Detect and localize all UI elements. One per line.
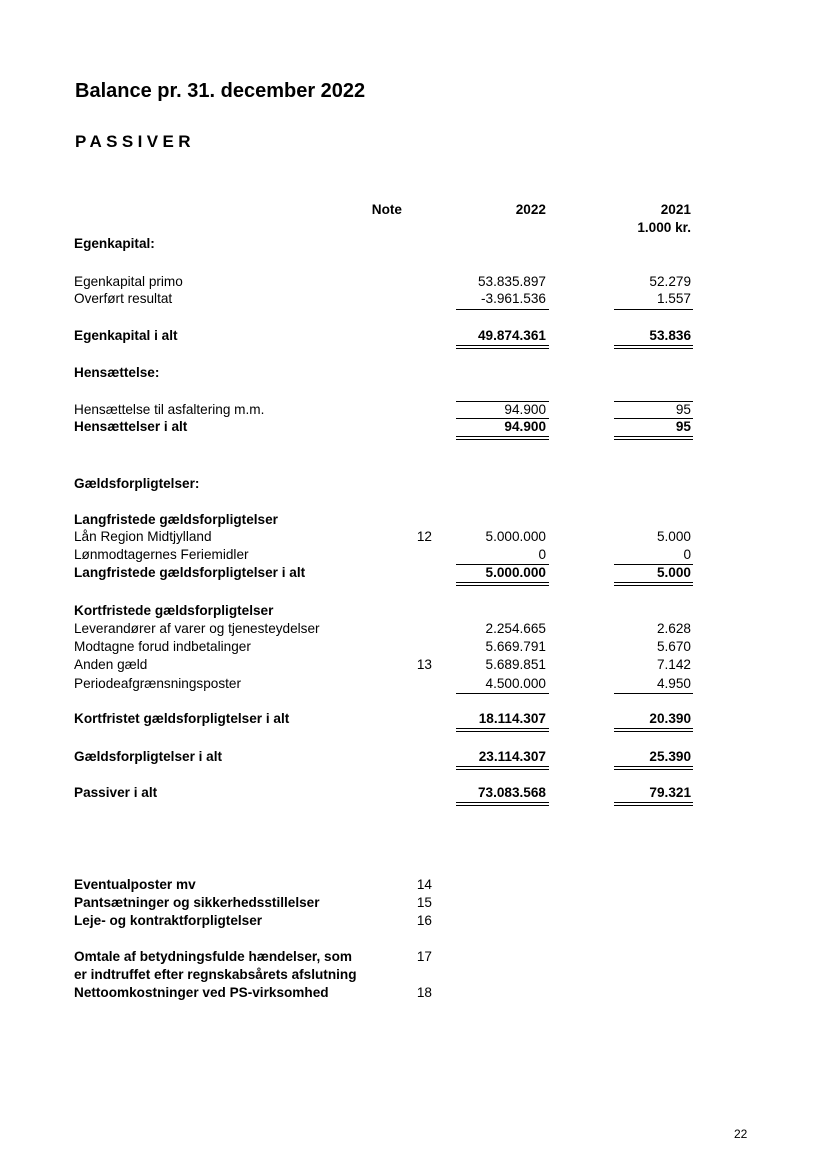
section-title: PASSIVER [75,132,195,151]
row-value-2022: 5.000.000 [485,565,546,580]
row-value-2021: 4.950 [656,676,691,691]
row-value-2022: 18.114.307 [478,711,546,726]
note-number: 18 [416,985,432,1000]
row-label: Modtagne forud indbetalinger [74,639,251,654]
row-note: 12 [416,529,432,544]
row-value-2022: 23.114.307 [478,749,546,764]
note-number: 15 [416,895,432,910]
row-value-2022: 94.900 [504,402,546,417]
header-2022: 2022 [515,202,546,217]
divider [614,805,693,806]
header-note: Note [371,202,402,217]
note-label: Leje- og kontraktforpligtelser [74,913,263,928]
note-label: Omtale af betydningsfulde hændelser, som [74,949,352,964]
note-label: Nettoomkostninger ved PS-virksomhed [74,985,329,1000]
row-value-2021: 2.628 [656,621,691,636]
row-label: Hensættelse til asfaltering m.m. [74,402,265,417]
row-label: Gældsforpligtelser i alt [74,749,223,764]
row-value-2021: 5.000 [656,565,691,580]
row-value-2022: -3.961.536 [480,291,546,306]
row-value-2021: 5.670 [656,639,691,654]
row-note: 13 [416,657,432,672]
divider [614,766,693,767]
row-value-2021: 95 [675,402,691,417]
divider [456,309,549,310]
row-value-2021: 53.836 [649,328,691,343]
divider [614,436,693,437]
divider [456,436,549,437]
page-number: 22 [734,1127,748,1141]
row-value-2022: 5.669.791 [485,639,546,654]
row-value-2021: 25.390 [649,749,691,764]
divider [614,309,693,310]
divider [614,582,693,583]
row-value-2021: 95 [675,419,691,434]
subsection-langfristede: Langfristede gældsforpligtelser [74,512,278,527]
row-label: Overført resultat [74,291,173,306]
divider [614,439,693,440]
divider [456,766,549,767]
divider [614,728,693,729]
row-value-2022: 5.000.000 [485,529,546,544]
row-label: Kortfristet gældsforpligtelser i alt [74,711,290,726]
divider [614,693,693,694]
divider [456,805,549,806]
row-label: Egenkapital i alt [74,328,178,343]
row-label: Lønmodtagernes Feriemidler [74,547,249,562]
divider [456,769,549,770]
row-value-2021: 7.142 [656,657,691,672]
row-label: Hensættelser i alt [74,419,188,434]
divider [456,582,549,583]
divider [614,731,693,732]
divider [456,585,549,586]
subsection-kortfristede: Kortfristede gældsforpligtelser [74,603,274,618]
divider [614,802,693,803]
row-value-2021: 5.000 [656,529,691,544]
divider [456,439,549,440]
header-unit: 1.000 kr. [637,220,691,235]
divider [456,731,549,732]
note-label: er indtruffet efter regnskabsårets afslutning [74,967,357,982]
section-egenkapital: Egenkapital: [74,236,155,251]
row-value-2021: 1.557 [656,291,691,306]
row-value-2022: 0 [538,547,546,562]
section-gaeldsforpligtelser: Gældsforpligtelser: [74,476,200,491]
divider [614,348,693,349]
note-number: 16 [416,913,432,928]
row-value-2022: 2.254.665 [485,621,546,636]
row-label: Anden gæld [74,657,148,672]
row-value-2022: 5.689.851 [485,657,546,672]
divider [456,728,549,729]
row-label: Passiver i alt [74,785,158,800]
divider [614,769,693,770]
note-number: 14 [416,877,432,892]
row-value-2022: 4.500.000 [485,676,546,691]
row-value-2022: 53.835.897 [477,274,546,289]
header-2021: 2021 [660,202,691,217]
divider [456,802,549,803]
divider [456,345,549,346]
note-label: Pantsætninger og sikkerhedsstillelser [74,895,320,910]
row-value-2021: 0 [683,547,691,562]
divider [456,693,549,694]
row-value-2021: 20.390 [649,711,691,726]
divider [614,585,693,586]
row-value-2021: 52.279 [649,274,691,289]
divider [456,348,549,349]
row-label: Leverandører af varer og tjenesteydelser [74,621,320,636]
row-label: Egenkapital primo [74,274,183,289]
row-label: Periodeafgrænsningsposter [74,676,242,691]
note-label: Eventualposter mv [74,877,196,892]
note-number: 17 [416,949,432,964]
row-value-2022: 73.083.568 [477,785,546,800]
divider [614,345,693,346]
row-value-2022: 49.874.361 [477,328,546,343]
row-value-2022: 94.900 [504,419,546,434]
page-title: Balance pr. 31. december 2022 [75,80,366,102]
row-label: Lån Region Midtjylland [74,529,212,544]
section-hensaettelse: Hensættelse: [74,365,160,380]
row-value-2021: 79.321 [649,785,691,800]
row-label: Langfristede gældsforpligtelser i alt [74,565,306,580]
